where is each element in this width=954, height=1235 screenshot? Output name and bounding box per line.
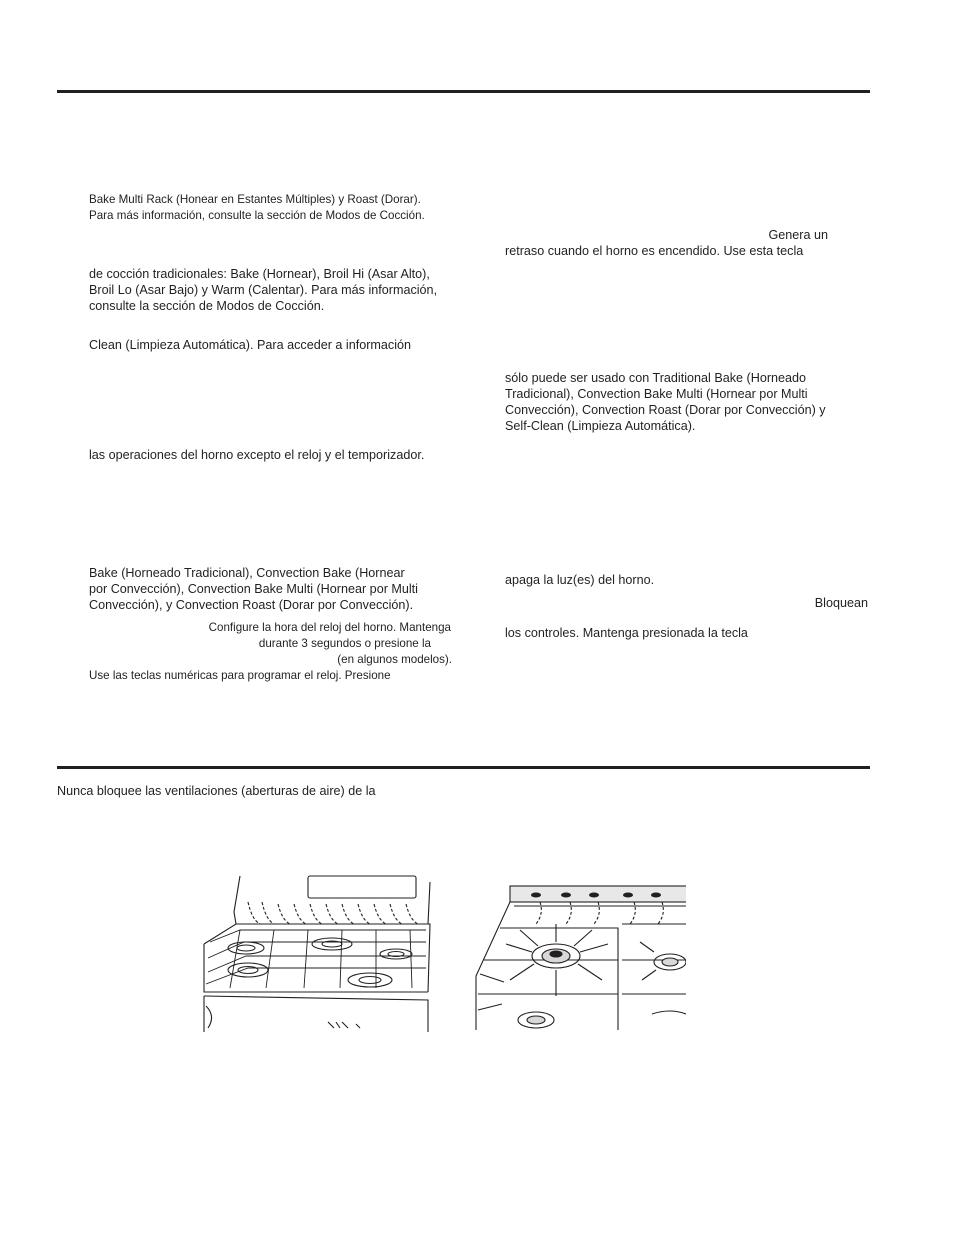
grates-burners-illustration [474,884,686,1030]
clock-text-line: Use las teclas numéricas para programar el reloj. Presione [89,669,391,682]
clock-text-line: Configure la hora del reloj del horno. Mantenga [208,621,451,634]
delay-start-text-line: retraso cuando el horno es encendido. Use esta tecla [505,244,804,258]
vents-divider [57,766,870,769]
probe-text-line: Convección), Convection Roast (Dorar por Convección) y [505,403,826,417]
self-clean-text-line: Clean (Limpieza Automática). Para acceder a información [89,338,411,352]
convection-text-line: Bake (Horneado Tradicional), Convection Bake (Hornear [89,566,405,580]
oven-light-text-line: apaga la luz(es) del horno. [505,573,655,587]
lock-controls-text-line: los controles. Mantenga presionada la tecla [505,626,748,640]
lockout-text-line: las operaciones del horno excepto el reloj y el temporizador. [89,448,425,462]
convection-text-line: por Convección), Convection Bake Multi (Hornear por Multi [89,582,418,596]
clock-text-line: (en algunos modelos). [337,653,452,666]
probe-text-line: Tradicional), Convection Bake Multi (Hornear por Multi [505,387,808,401]
clock-text-line: durante 3 segundos o presione la [258,637,431,650]
convection-text-line: Convección), y Convection Roast (Dorar por Convección). [89,598,414,612]
delay-start-text-line: Genera un [768,228,828,242]
range-vent-illustration [200,872,436,1032]
probe-text-line: sólo puede ser usado con Traditional Bake (Horneado [505,371,807,385]
multi-rack-text-line: Bake Multi Rack (Honear en Estantes Múltiples) y Roast (Dorar). [89,193,421,206]
vents-warning-text: Nunca bloquee las ventilaciones (aberturas de aire) de la [57,784,376,798]
traditional-modes-text-line: Broil Lo (Asar Bajo) y Warm (Calentar). Para más información, [89,283,438,297]
traditional-modes-text-line: consulte la sección de Modos de Cocción. [89,299,325,313]
lock-controls-text-line: Bloquean [814,596,868,610]
multi-rack-text-line: Para más información, consulte la sección de Modos de Cocción. [89,209,425,222]
probe-text-line: Self-Clean (Limpieza Automática). [505,419,696,433]
top-divider [57,90,870,93]
traditional-modes-text-line: de cocción tradicionales: Bake (Hornear), Broil Hi (Asar Alto), [89,267,430,281]
